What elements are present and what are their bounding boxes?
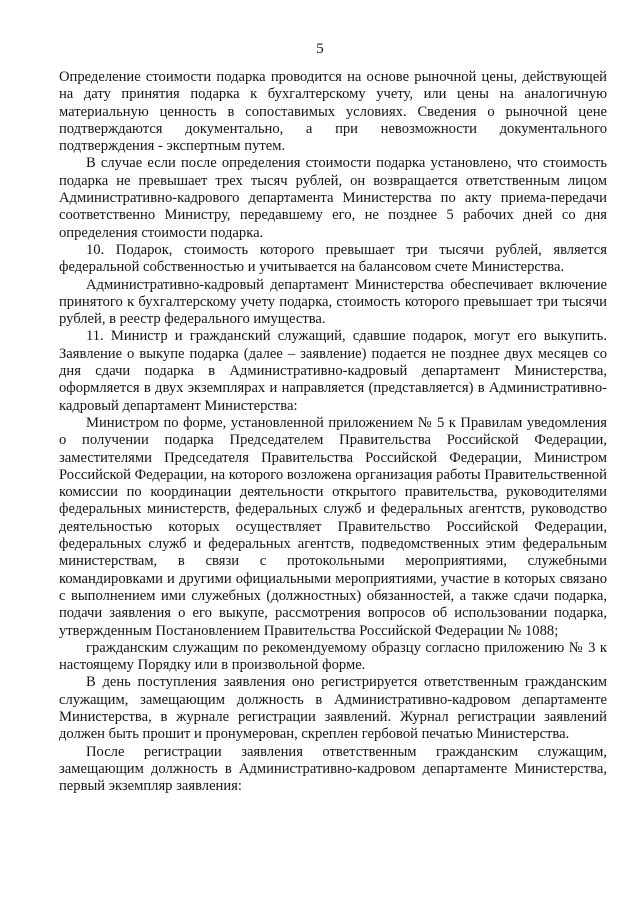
paragraph: Определение стоимости подарка проводится на основе рыночной цены, действующей на дату принятия подарка к бухгалтерскому учету, или цены на аналогичную материальную ценность в сопоставимых условиях. Сведения о рыночной цене подтверждаются документально, а при невозможности документального подтверждения - экспертным путем. <box>59 69 607 155</box>
document-body <box>59 69 607 795</box>
paragraph: После регистрации заявления ответственным гражданским служащим, замещающим должность в Административно-кадровом департаменте Министерства, первый экземпляр заявления: <box>59 743 607 795</box>
paragraph: В случае если после определения стоимости подарка установлено, что стоимость подарка не превышает трех тысяч рублей, он возвращается ответственным лицом Административно-кадрового департамента Министерства по акту приема-передачи соответственно Министру, передавшему его, не позднее 5 рабочих дней со дня определения стоимости подарка. <box>59 155 607 241</box>
paragraph: гражданским служащим по рекомендуемому образцу согласно приложению № 3 к настоящему Порядку или в произвольной форме. <box>59 639 607 674</box>
page-number: 5 <box>316 41 324 57</box>
paragraph: Министром по форме, установленной приложением № 5 к Правилам уведомления о получении подарка Председателем Правительства Российской Федерации, заместителями Председателя Правительства Российской Федерации, Министром Российской Федерации, на которого возложена организация работы Правительственной комиссии по координации деятельности открытого правительства, руководителями федеральных министерств, федеральных служб и федеральных агентств, руководство деятельностью которых осуществляет Правительство Российской Федерации, федеральных служб и федеральных агентств, подведомственных этим федеральным министерствам, в связи с протокольными мероприятиями, служебными командировками и другими официальными мероприятиями, участие в которых связано с выполнением ими служебных (должностных) обязанностей, а также сдачи подарка, подачи заявления о его выкупе, рассмотрения вопросов об использовании подарка, утвержденным Постановлением Правительства Российской Федерации № 1088; <box>59 414 607 639</box>
paragraph: В день поступления заявления оно регистрируется ответственным гражданским служащим, замещающим должность в Административно-кадровом департаменте Министерства, в журнале регистрации заявлений. Журнал регистрации заявлений должен быть прошит и пронумерован, скреплен гербовой печатью Министерства. <box>59 674 607 743</box>
paragraph: 10. Подарок, стоимость которого превышает три тысячи рублей, является федеральной собственностью и учитывается на балансовом счете Министерства. <box>59 241 607 276</box>
paragraph: 11. Министр и гражданский служащий, сдавшие подарок, могут его выкупить. Заявление о выкупе подарка (далее – заявление) подается не позднее двух месяцев со дня сдачи подарка в Административно-кадровый департамент Министерства, оформляется в двух экземплярах и направляется (представляется) в Административно-кадровый департамент Министерства: <box>59 328 607 414</box>
paragraph: Административно-кадровый департамент Министерства обеспечивает включение принятого к бухгалтерскому учету подарка, стоимость которого превышает три тысячи рублей, в реестр федерального имущества. <box>59 276 607 328</box>
